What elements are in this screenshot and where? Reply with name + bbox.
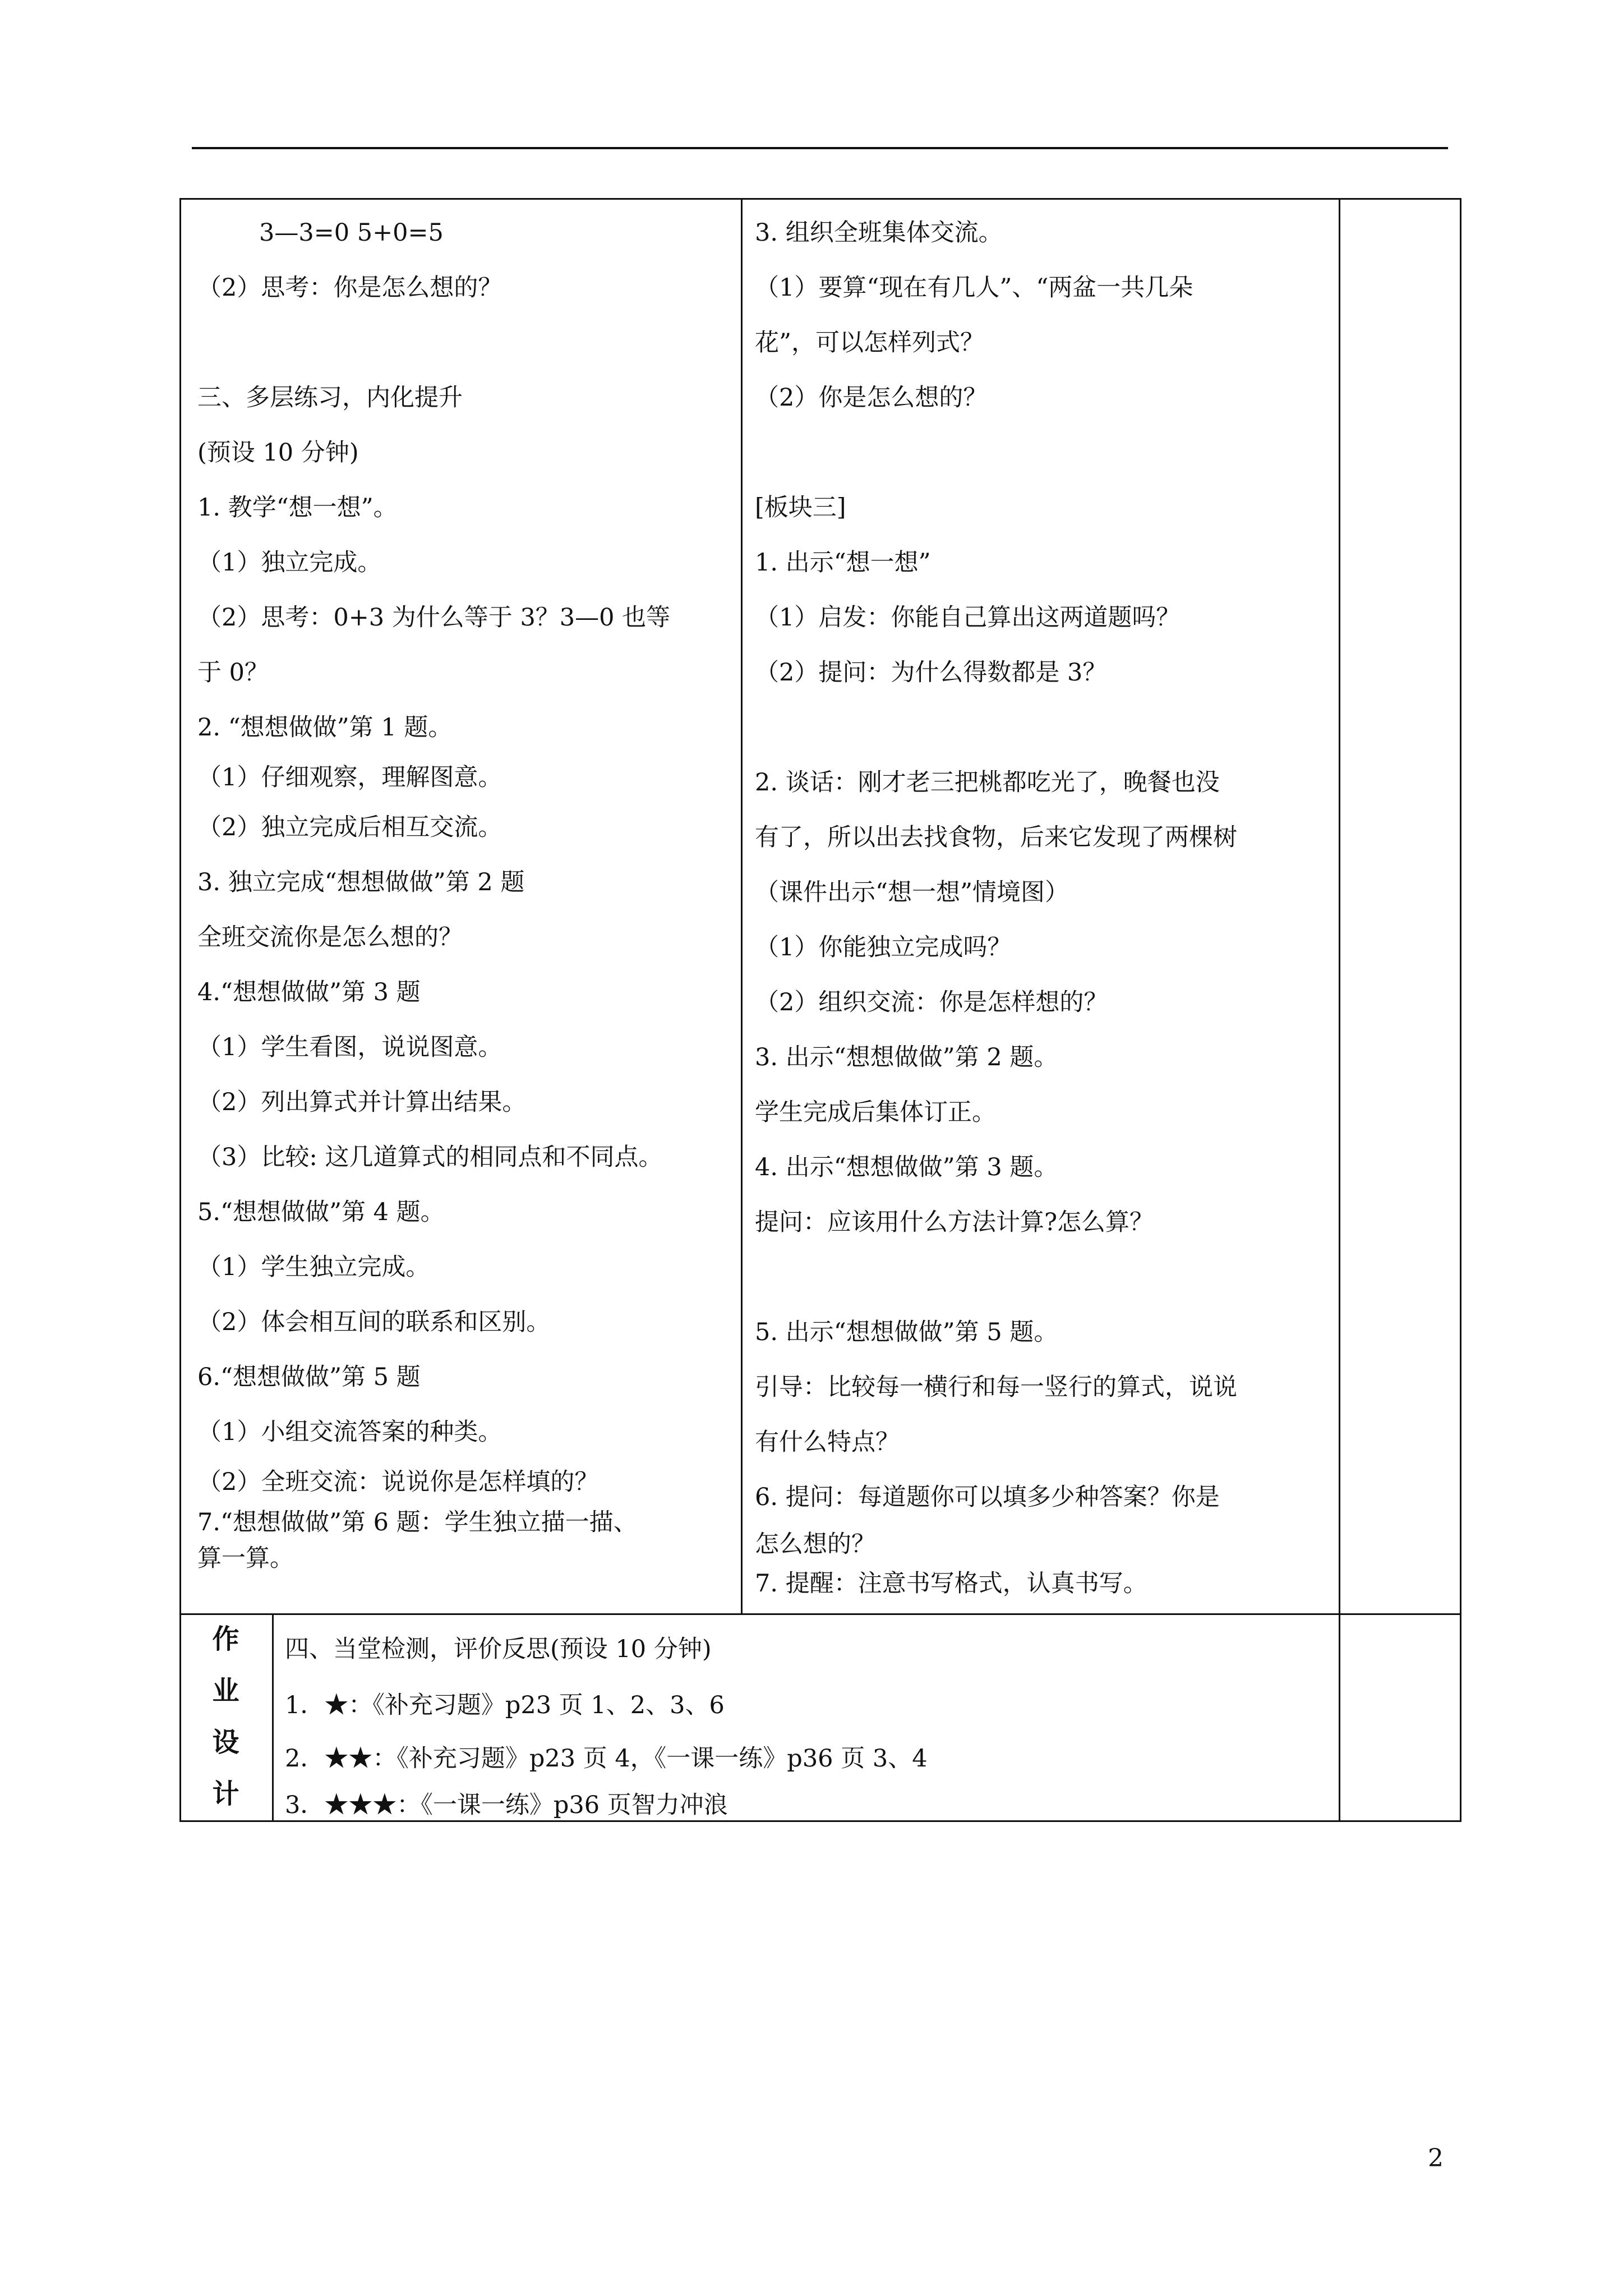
- right-line: （1）启发：你能自己算出这两道题吗？: [755, 604, 1181, 632]
- right-line: 引导：比较每一横行和每一竖行的算式，说说: [755, 1373, 1237, 1401]
- homework-label: [179, 1613, 272, 1820]
- right-line: 2. 谈话：刚才老三把桃都吃光了，晚餐也没: [755, 769, 1220, 797]
- table-divider-right: [1339, 198, 1340, 1822]
- right-line: 提问：应该用什么方法计算?怎么算？: [755, 1208, 1154, 1236]
- left-line: 3. 独立完成“想想做做”第 2 题: [197, 868, 525, 896]
- left-line: （3）比较: 这几道算式的相同点和不同点。: [197, 1143, 663, 1171]
- left-line: （1）仔细观察，理解图意。: [197, 763, 502, 792]
- left-line: （1）学生独立完成。: [197, 1253, 430, 1281]
- left-line: 6.“想想做做”第 5 题: [197, 1363, 421, 1391]
- right-line: [755, 1250, 1332, 1305]
- student-activity-column: [197, 205, 736, 1576]
- left-line: 3—3=0 5+0=5: [259, 219, 444, 247]
- right-line: [板块三]: [755, 494, 846, 522]
- left-line: （2）全班交流：说说你是怎样填的？: [197, 1468, 599, 1496]
- left-line: （1）小组交流答案的种类。: [197, 1418, 502, 1446]
- teacher-guidance-column: [755, 205, 1332, 1603]
- right-line: 1. 出示“想一想”: [755, 549, 931, 577]
- left-line: 1. 教学“想一想”。: [197, 494, 398, 522]
- right-line: 有了，所以出去找食物，后来它发现了两棵树: [755, 823, 1237, 852]
- page-number: 2: [1428, 2144, 1444, 2173]
- right-line: （2）提问：为什么得数都是 3？: [755, 659, 1107, 687]
- table-divider-label: [272, 1613, 274, 1822]
- table-divider-homework: [179, 1613, 1461, 1615]
- homework-line: 四、当堂检测，评价反思(预设 10 分钟): [285, 1635, 712, 1663]
- right-line: 4. 出示“想想做做”第 3 题。: [755, 1153, 1058, 1181]
- right-line: 3. 组织全班集体交流。: [755, 219, 1003, 247]
- left-line: （2）思考：0+3 为什么等于 3？3—0 也等: [197, 604, 671, 632]
- right-line: 怎么想的？: [755, 1530, 875, 1558]
- right-line: 6. 提问：每道题你可以填多少种答案？你是: [755, 1483, 1220, 1511]
- left-line: 7.“想想做做”第 6 题：学生独立描一描、: [197, 1508, 638, 1536]
- homework-label-char: 设: [212, 1727, 239, 1758]
- left-line: （1）学生看图，说说图意。: [197, 1033, 502, 1061]
- table-divider-middle: [741, 198, 743, 1613]
- right-line: [755, 700, 1332, 755]
- right-line: （2）你是怎么想的？: [755, 384, 988, 412]
- left-line: 2. “想想做做”第 1 题。: [197, 714, 453, 742]
- homework-content: [285, 1621, 928, 1826]
- left-line: （2）体会相互间的联系和区别。: [197, 1308, 551, 1336]
- left-line: （1）独立完成。: [197, 549, 382, 577]
- homework-line: 2．★★：《补充习题》p23 页 4，《一课一练》p36 页 3、4: [285, 1745, 928, 1773]
- homework-line: 3．★★★：《一课一练》p36 页智力冲浪: [285, 1791, 728, 1819]
- right-line: （2）组织交流：你是怎样想的？: [755, 988, 1108, 1016]
- right-line: 7. 提醒：注意书写格式，认真书写。: [755, 1570, 1147, 1598]
- right-line: 5. 出示“想想做做”第 5 题。: [755, 1318, 1058, 1346]
- header-rule: [192, 147, 1448, 149]
- left-line: [197, 315, 736, 370]
- left-line: 于 0？: [197, 659, 269, 687]
- left-line: （2）思考：你是怎么想的？: [197, 274, 502, 302]
- homework-label-char: 计: [212, 1778, 239, 1810]
- left-line: 算一算。: [197, 1544, 294, 1572]
- right-line: 有什么特点？: [755, 1428, 900, 1456]
- right-line: 学生完成后集体订正。: [755, 1098, 996, 1126]
- right-line: [755, 425, 1332, 480]
- left-line: 4.“想想做做”第 3 题: [197, 978, 421, 1006]
- left-line: 5.“想想做做”第 4 题。: [197, 1198, 445, 1226]
- homework-line: 1．★：《补充习题》p23 页 1、2、3、6: [285, 1691, 725, 1719]
- homework-label-char: 业: [212, 1675, 239, 1706]
- right-line: （1）你能独立完成吗？: [755, 933, 1012, 961]
- right-line: 3. 出示“想想做做”第 2 题。: [755, 1043, 1058, 1071]
- left-line: (预设 10 分钟): [197, 439, 359, 467]
- right-line: （课件出示“想一想”情境图）: [755, 878, 1069, 907]
- left-line: 三、多层练习，内化提升: [197, 384, 463, 412]
- homework-label-char: 作: [212, 1623, 239, 1655]
- left-line: （2）独立完成后相互交流。: [197, 813, 502, 841]
- left-line: （2）列出算式并计算出结果。: [197, 1088, 527, 1116]
- right-line: （1）要算“现在有几人”、“两盆一共几朵: [755, 274, 1193, 302]
- right-line: 花”，可以怎样列式？: [755, 329, 984, 357]
- left-line: 全班交流你是怎么想的？: [197, 923, 463, 951]
